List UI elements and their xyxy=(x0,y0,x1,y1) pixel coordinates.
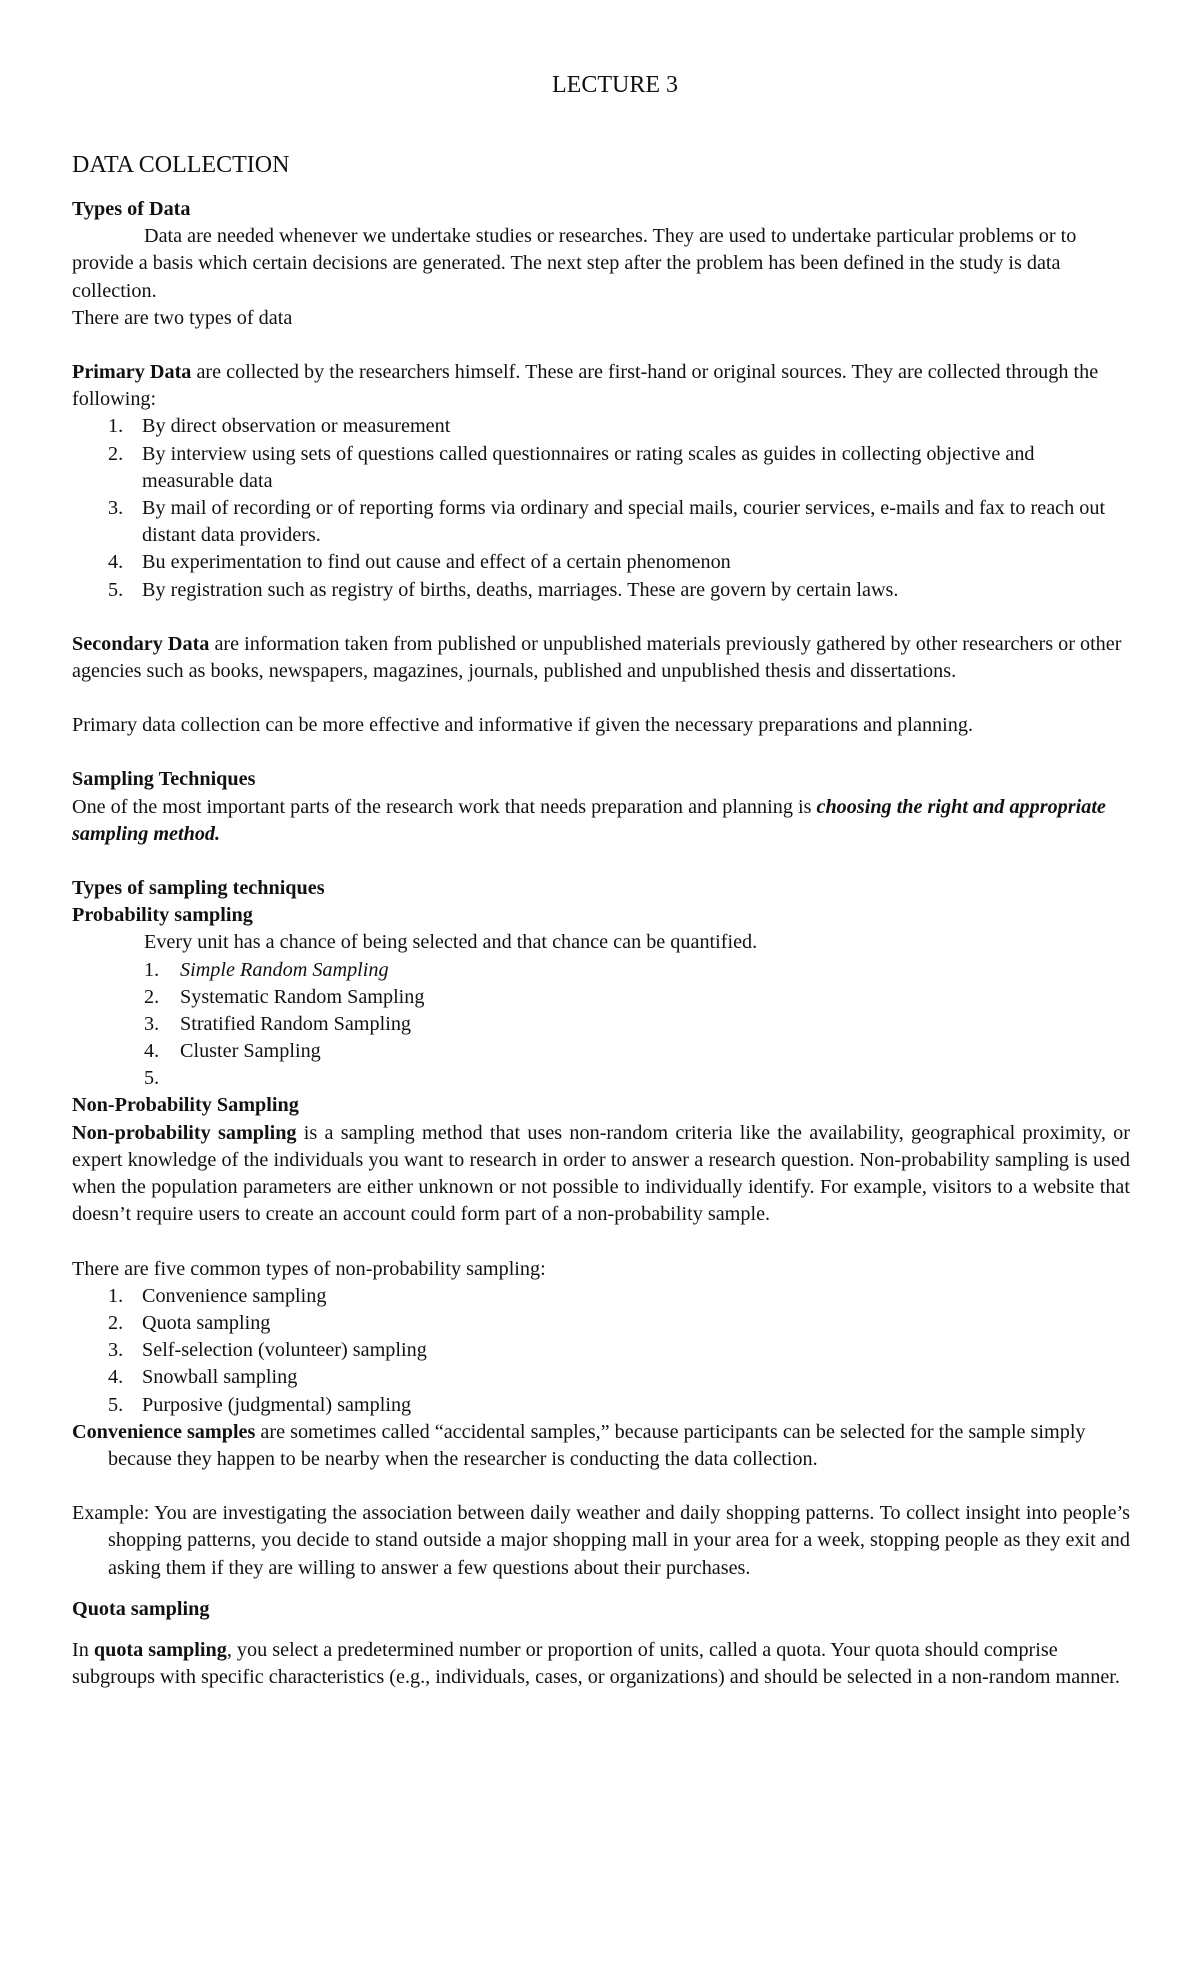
primary-data-paragraph xyxy=(72,359,1130,413)
list-item: 2. By interview using sets of questions called questionnaires or rating scales as guides in collecting objective and measurable data xyxy=(108,442,1035,492)
secondary-data-paragraph xyxy=(72,631,1130,685)
list-item: 1. By direct observation or measurement xyxy=(108,415,451,438)
secondary-data-term: Secondary Data xyxy=(72,632,210,655)
convenience-paragraph: Convenience samples are sometimes called “accidental samples,” because participants can be selected for the sample simply because they happen to be nearby when the researcher is conducting the data collection. xyxy=(72,1420,1086,1470)
types-of-data-heading: Types of Data xyxy=(72,198,191,220)
five-types-text: There are five common types of non-probability sampling: xyxy=(72,1257,546,1280)
secondary-data-text: are information taken from published or unpublished materials previously gathered by other researchers or other agencies such as books, newspapers, magazines, journals, published and unpublished thesis and dissertations. xyxy=(72,632,1122,683)
list-item: 3. Self-selection (volunteer) sampling xyxy=(108,1339,427,1362)
quota-sampling-heading: Quota sampling xyxy=(72,1597,210,1620)
non-probability-paragraph: Non-probability sampling is a sampling method that uses non-random criteria like the availability, geographical proximity, or expert knowledge of the individuals you want to research in order to answer a research question. Non-probability sampling is used when the population parameters are either unknown or not possible to individually identify. For example, visitors to a website that doesn’t require users to create an account could form part of a non-probability sample. xyxy=(72,1121,1130,1226)
quota-paragraph: In quota sampling, you select a predetermined number or proportion of units, called a quota. Your quota should comprise subgroups with specific characteristics (e.g., individuals, cases, or organizations) and should be selected in a non-random manner. xyxy=(72,1638,1120,1689)
probability-description: Every unit has a chance of being selected and that chance can be quantified. xyxy=(144,931,758,954)
sampling-techniques-paragraph: One of the most important parts of the research work that needs preparation and planning is choosing the right and appropriate sampling method. xyxy=(72,795,1106,845)
primary-effective-text: Primary data collection can be more effective and informative if given the necessary preparations and planning. xyxy=(72,714,973,737)
sampling-techniques-heading: Sampling Techniques xyxy=(72,768,256,791)
probability-list xyxy=(72,957,1130,1093)
list-item: 2. Systematic Random Sampling xyxy=(144,985,425,1008)
list-item: 4. Bu experimentation to find out cause and effect of a certain phenomenon xyxy=(108,551,731,574)
list-item: 4. Snowball sampling xyxy=(108,1366,298,1389)
list-item: 5. Purposive (judgmental) sampling xyxy=(108,1393,412,1416)
primary-data-term: Primary Data xyxy=(72,361,192,384)
lecture-title: LECTURE 3 xyxy=(552,72,678,98)
non-probability-list xyxy=(72,1283,1130,1419)
list-item: 5. xyxy=(144,1067,160,1090)
primary-data-text: are collected by the researchers himself. These are first-hand or original sources. They are collected through the following: xyxy=(72,361,1099,411)
list-item: 2. Quota sampling xyxy=(108,1311,271,1334)
primary-data-list xyxy=(72,413,1130,603)
non-probability-heading: Non-Probability Sampling xyxy=(72,1094,299,1117)
list-item: 4. Cluster Sampling xyxy=(144,1040,321,1063)
sampling-emphasis: choosing the right and appropriate sampling method. xyxy=(72,795,1106,845)
probability-sampling-heading: Probability sampling xyxy=(72,904,253,927)
non-probability-term: Non-probability sampling xyxy=(72,1121,297,1144)
types-of-data-intro: Data are needed whenever we undertake studies or researches. They are used to undertake particular problems or to provide a basis which certain decisions are generated. The next step after the problem has been defined in the study is data collection. xyxy=(72,225,1077,302)
types-sampling-heading: Types of sampling techniques xyxy=(72,877,325,900)
main-title: DATA COLLECTION xyxy=(72,152,290,178)
list-item: 1. Convenience sampling xyxy=(108,1284,327,1307)
list-item: 5. By registration such as registry of births, deaths, marriages. These are govern by certain laws. xyxy=(108,578,899,601)
list-item: 3. Stratified Random Sampling xyxy=(144,1013,412,1036)
example-paragraph: Example: You are investigating the association between daily weather and daily shopping patterns. To collect insight into people’s shopping patterns, you decide to stand outside a major shopping mall in your area for a week, stopping people as they exit and asking them if they are willing to answer a few questions about their purchases. xyxy=(72,1502,1130,1579)
list-item: 1. Simple Random Sampling xyxy=(144,958,389,981)
convenience-term: Convenience samples xyxy=(72,1420,256,1443)
list-item: 3. By mail of recording or of reporting forms via ordinary and special mails, courier services, e-mails and fax to reach out distant data providers. xyxy=(108,497,1106,547)
quota-term: quota sampling xyxy=(93,1638,227,1661)
two-types-text: There are two types of data xyxy=(72,306,293,329)
